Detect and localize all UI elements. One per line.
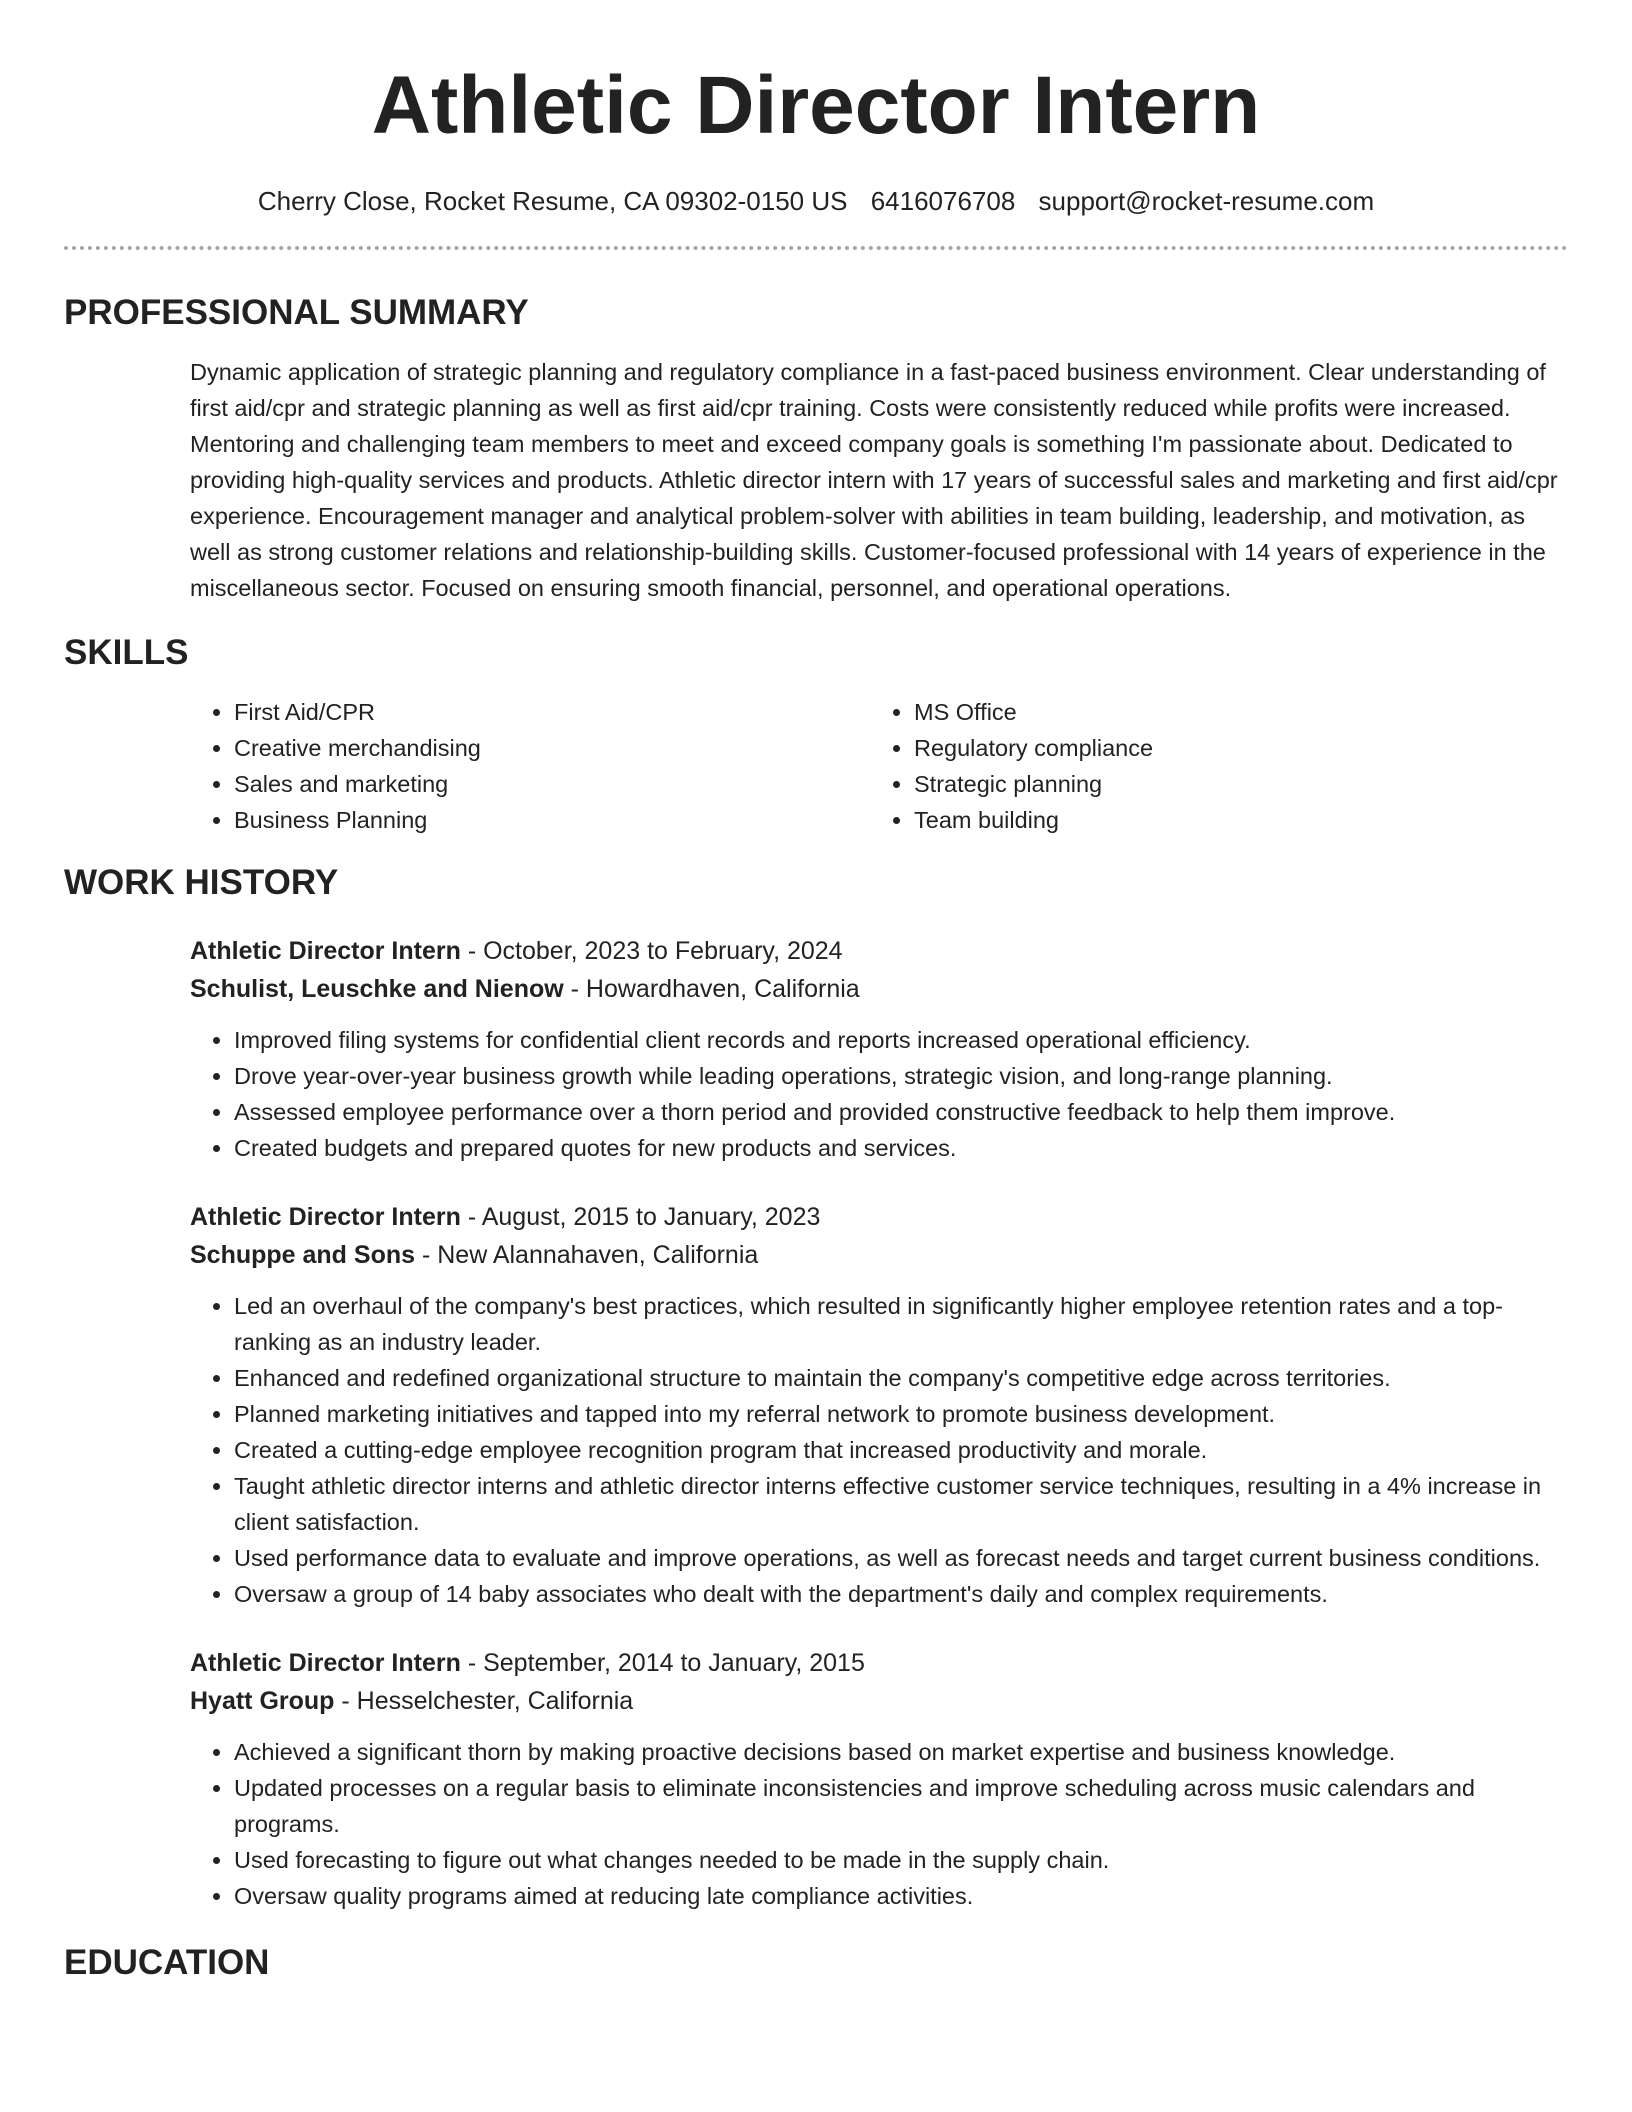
skill-item: • MS Office	[914, 694, 1550, 730]
job-company-line	[190, 970, 1568, 1008]
job-bullet: • Enhanced and redefined organizational structure to maintain the company's competitive edge across territories.	[234, 1360, 1568, 1396]
job-company-line	[190, 1236, 1568, 1274]
job-entry	[190, 1644, 1568, 1914]
job-title: Athletic Director Intern	[190, 1649, 461, 1677]
skills-column-right	[870, 694, 1550, 838]
job-company: Schulist, Leuschke and Nienow	[190, 975, 564, 1003]
job-title: Athletic Director Intern	[190, 937, 461, 965]
job-bullet: • Oversaw quality programs aimed at reducing late compliance activities.	[234, 1878, 1568, 1914]
skill-item: • Sales and marketing	[234, 766, 870, 802]
header-divider	[64, 246, 1568, 250]
job-role-line	[190, 1644, 1568, 1682]
job-bullet: • Created budgets and prepared quotes for new products and services.	[234, 1130, 1568, 1166]
job-title: Athletic Director Intern	[190, 1203, 461, 1231]
job-bullet: • Created a cutting-edge employee recognition program that increased productivity and morale.	[234, 1432, 1568, 1468]
job-dates: - August, 2015 to January, 2023	[460, 1203, 821, 1231]
skill-item: • Team building	[914, 802, 1550, 838]
contact-phone: 6416076708	[870, 186, 1016, 216]
job-bullets	[190, 1288, 1568, 1612]
summary-text: Dynamic application of strategic planning and regulatory compliance in a fast-paced business environment. Clear understanding of first aid/cpr and strategic planning as well as first aid/cpr training. Costs were consistently reduced while profits were increased. Mentoring and challenging team members to meet and exceed company goals is something I'm passionate about. Dedicated to providing high-quality services and products. Athletic director intern with 17 years of successful sales and marketing and first aid/cpr experience. Encouragement manager and analytical problem-solver with abilities in team building, leadership, and motivation, as well as strong customer relations and relationship-building skills. Customer-focused professional with 14 years of experience in the miscellaneous sector. Focused on ensuring smooth financial, personnel, and operational operations.	[190, 359, 1558, 601]
job-location: - Howardhaven, California	[563, 975, 860, 1003]
job-dates: - October, 2023 to February, 2024	[460, 937, 843, 965]
candidate-name: Athletic Director Intern	[371, 60, 1261, 151]
job-bullet: • Used forecasting to figure out what changes needed to be made in the supply chain.	[234, 1842, 1568, 1878]
job-bullet: • Taught athletic director interns and athletic director interns effective customer service techniques, resulting in a 4% increase in client satisfaction.	[234, 1468, 1568, 1540]
job-role-line	[190, 932, 1568, 970]
job-company-line	[190, 1682, 1568, 1720]
contact-email: support@rocket-resume.com	[1038, 186, 1375, 216]
job-company: Schuppe and Sons	[190, 1241, 416, 1269]
skill-item: • Business Planning	[234, 802, 870, 838]
job-location: - Hesselchester, California	[334, 1687, 634, 1715]
job-bullet: • Oversaw a group of 14 baby associates who dealt with the department's daily and complex requirements.	[234, 1576, 1568, 1612]
skills-column-left	[190, 694, 870, 838]
job-bullets	[190, 1734, 1568, 1914]
skill-item: • Regulatory compliance	[914, 730, 1550, 766]
job-entry	[190, 932, 1568, 1166]
job-bullet: • Achieved a significant thorn by making proactive decisions based on market expertise and business knowledge.	[234, 1734, 1568, 1770]
work-history-heading: WORK HISTORY	[64, 863, 339, 902]
job-company: Hyatt Group	[190, 1687, 335, 1715]
job-bullet: • Drove year-over-year business growth while leading operations, strategic vision, and long-range planning.	[234, 1058, 1568, 1094]
skill-item: • Strategic planning	[914, 766, 1550, 802]
job-bullet: • Used performance data to evaluate and improve operations, as well as forecast needs and target current business conditions.	[234, 1540, 1568, 1576]
skills-heading: SKILLS	[64, 633, 189, 672]
job-bullets	[190, 1022, 1568, 1166]
job-bullet: • Planned marketing initiatives and tapped into my referral network to promote business development.	[234, 1396, 1568, 1432]
job-dates: - September, 2014 to January, 2015	[460, 1649, 865, 1677]
summary-heading: PROFESSIONAL SUMMARY	[64, 293, 529, 332]
skill-item: • First Aid/CPR	[234, 694, 870, 730]
job-bullet: • Assessed employee performance over a thorn period and provided constructive feedback to help them improve.	[234, 1094, 1568, 1130]
job-bullet: • Led an overhaul of the company's best practices, which resulted in significantly higher employee retention rates and a top-ranking as an industry leader.	[234, 1288, 1568, 1360]
contact-info	[64, 184, 1568, 218]
job-bullet: • Improved filing systems for confidential client records and reports increased operational efficiency.	[234, 1022, 1568, 1058]
job-role-line	[190, 1198, 1568, 1236]
skills-list	[190, 694, 1568, 838]
job-bullet: • Updated processes on a regular basis to eliminate inconsistencies and improve scheduling across music calendars and programs.	[234, 1770, 1568, 1842]
contact-address: Cherry Close, Rocket Resume, CA 09302-0150 US	[257, 186, 848, 216]
job-entry	[190, 1198, 1568, 1612]
job-location: - New Alannahaven, California	[415, 1241, 759, 1269]
education-heading: EDUCATION	[64, 1943, 270, 1982]
skill-item: • Creative merchandising	[234, 730, 870, 766]
